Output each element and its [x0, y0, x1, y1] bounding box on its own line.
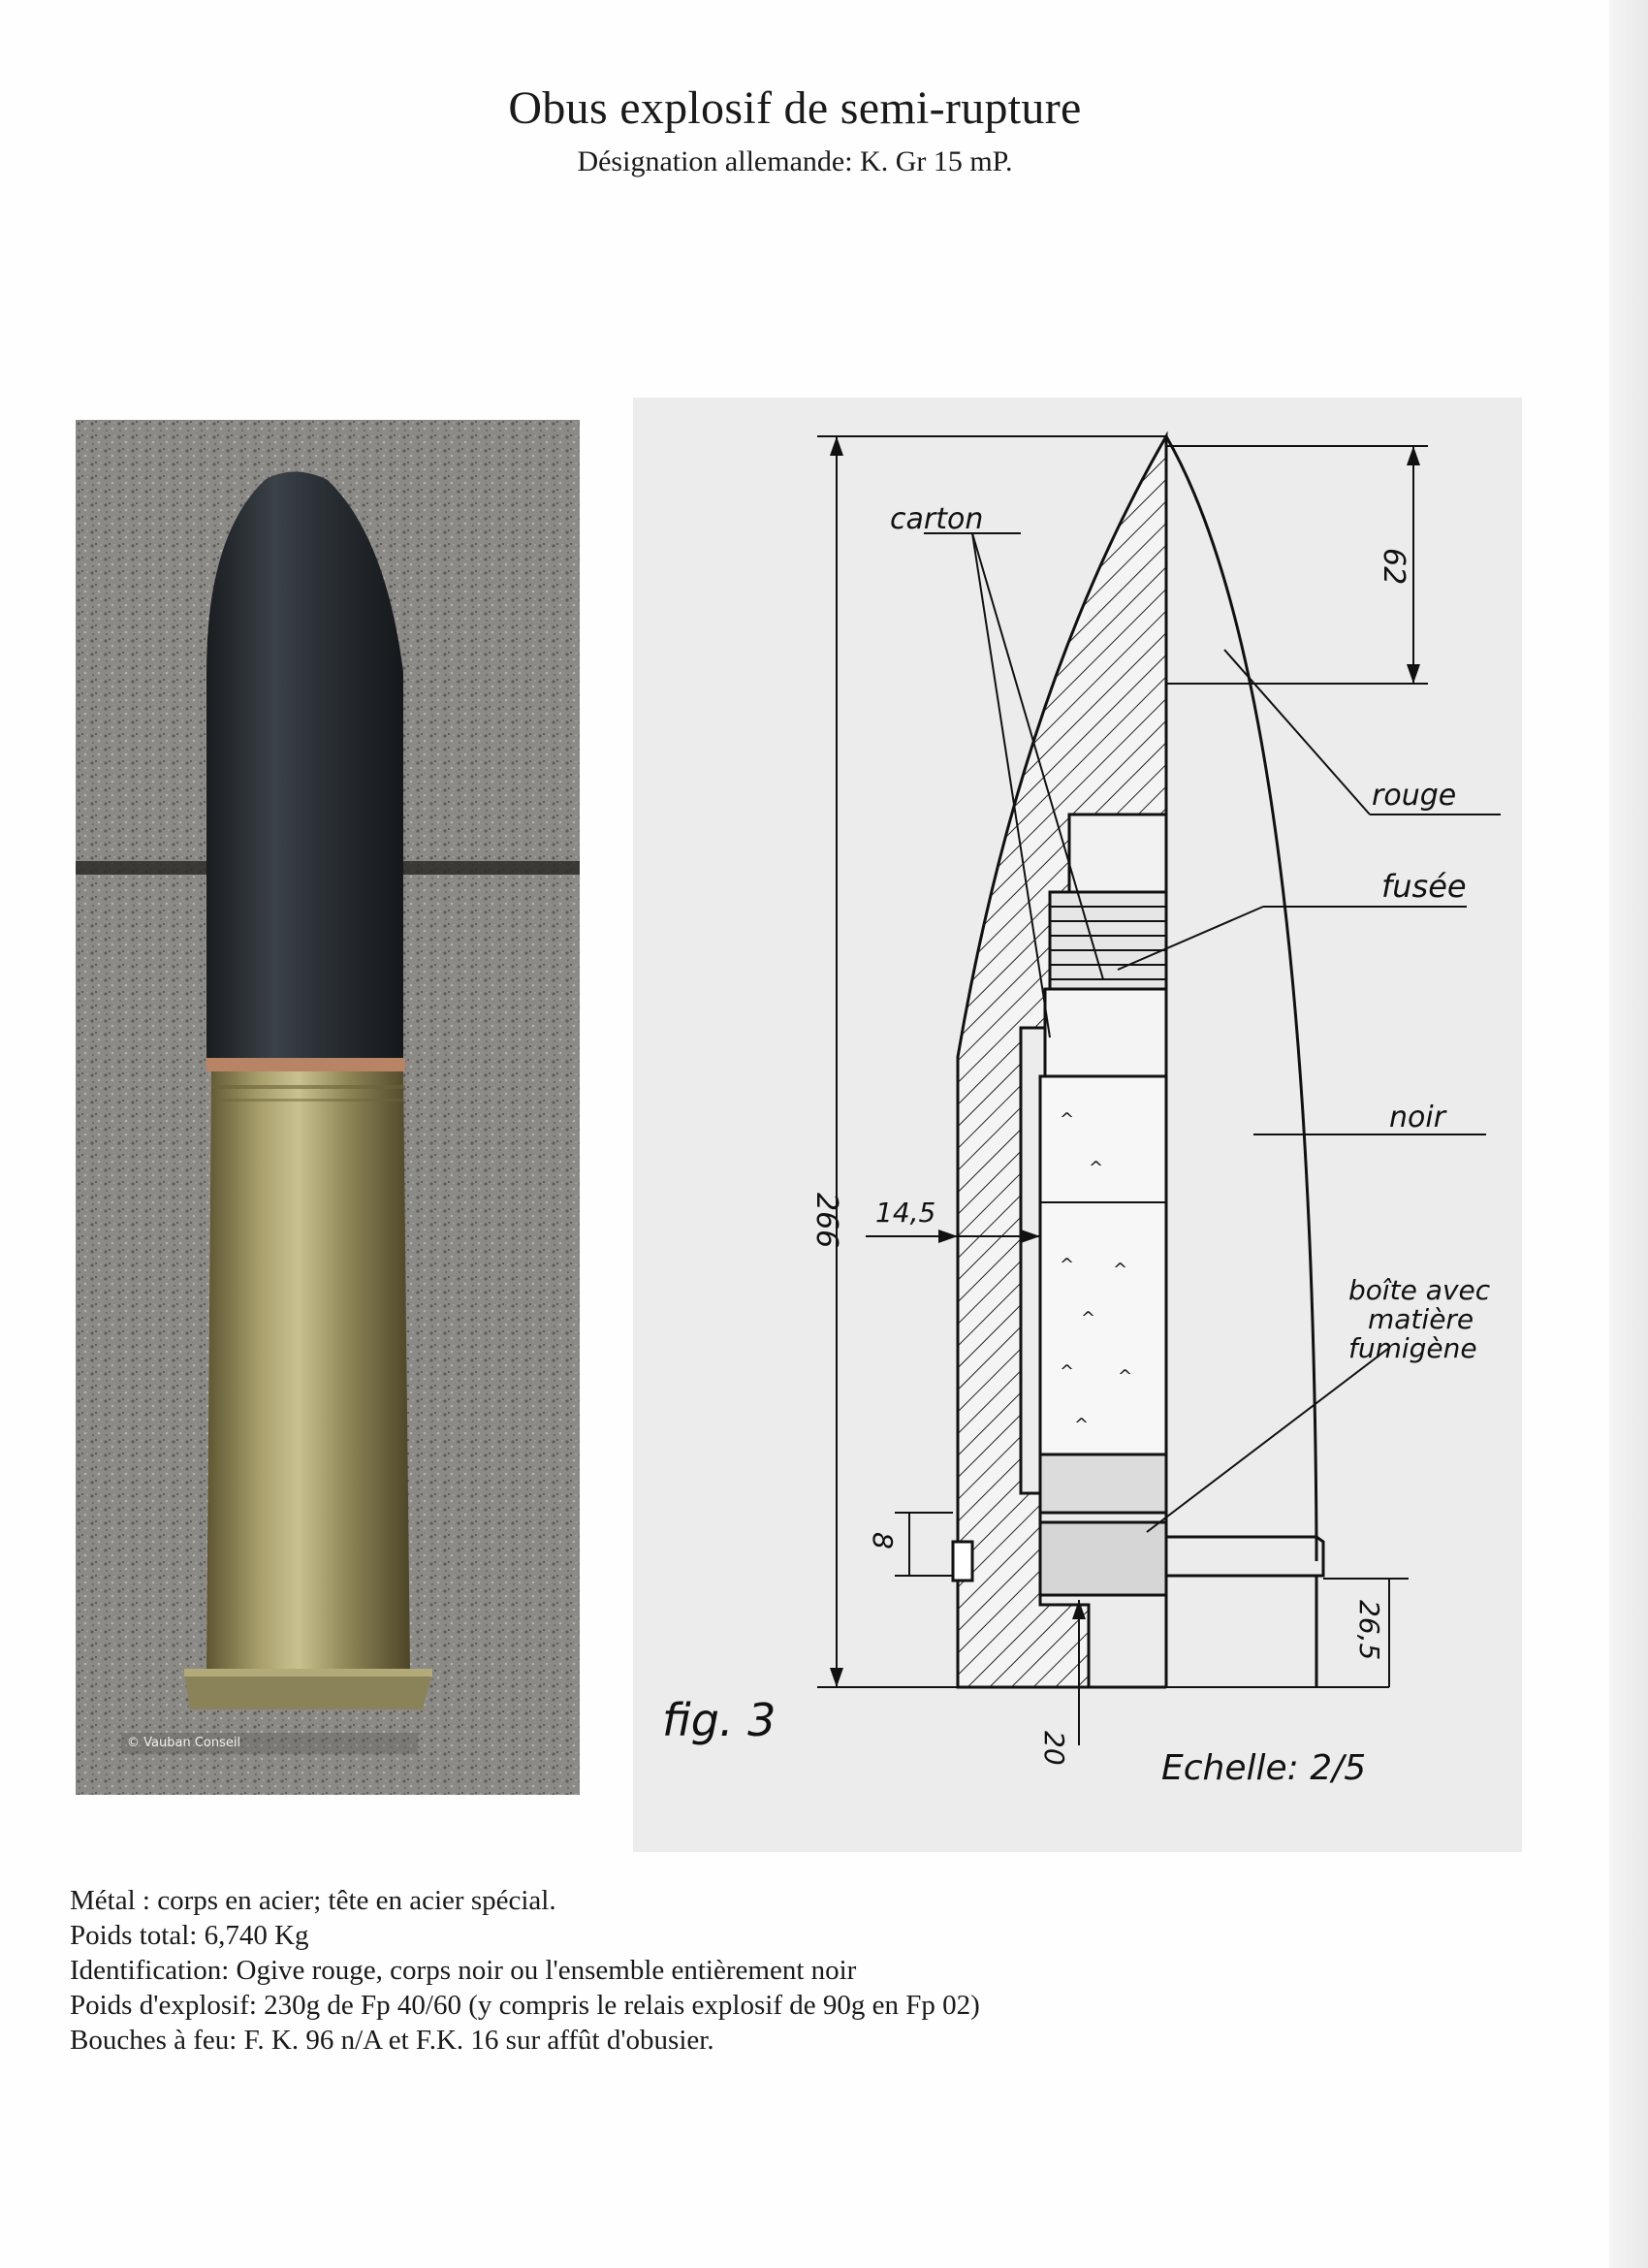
label-fig: fig. 3 [662, 1694, 776, 1746]
page-title: Obus explosif de semi-rupture [508, 82, 1082, 134]
spec-poids-explosif: Poids d'explosif: 230g de Fp 40/60 (y compris le relais explosif de 90g en Fp 02) [70, 1990, 980, 2021]
svg-text:^: ^ [1060, 1255, 1075, 1275]
specifications [70, 1883, 980, 2058]
dim-266: 266 [809, 1193, 843, 1249]
dim-8: 8 [867, 1532, 899, 1549]
fuse-body [1045, 989, 1166, 1076]
fuse-top [1069, 815, 1166, 892]
svg-text:^: ^ [1089, 1158, 1104, 1178]
spec-metal: Métal : corps en acier; tête en acier spécial. [70, 1885, 556, 1916]
svg-text:^: ^ [1118, 1366, 1133, 1387]
label-boite-line2: matière [1368, 1303, 1474, 1335]
photo-watermark: © Vauban Conseil [121, 1733, 418, 1754]
label-noir: noir [1389, 1101, 1446, 1134]
cross-section-svg [633, 398, 1522, 1852]
smoke-box-lower [1040, 1522, 1166, 1595]
cross-section-drawing [633, 398, 1522, 1852]
svg-text:^: ^ [1074, 1415, 1090, 1435]
shell-photo-image [76, 420, 580, 1795]
label-boite-line1: boîte avec [1348, 1274, 1491, 1306]
smoke-box-upper [1040, 1454, 1166, 1513]
spec-poids-total: Poids total: 6,740 Kg [70, 1920, 309, 1951]
page-subtitle: Désignation allemande: K. Gr 15 mP. [577, 145, 1013, 177]
label-rouge: rouge [1372, 779, 1457, 813]
dim-62: 62 [1377, 548, 1410, 586]
spec-identification: Identification: Ogive rouge, corps noir ou l'ensemble entièrement noir [70, 1955, 857, 1986]
label-echelle: Echelle: 2/5 [1161, 1748, 1367, 1788]
label-fusee: fusée [1381, 868, 1467, 905]
spec-bouches-a-feu: Bouches à feu: F. K. 96 n/A et F.K. 16 sur affût d'obusier. [70, 2025, 714, 2056]
shell-photo [76, 420, 580, 1795]
label-carton: carton [890, 502, 984, 536]
svg-text:^: ^ [1081, 1308, 1096, 1328]
explosive-cavity [1040, 1076, 1166, 1513]
svg-text:^: ^ [1113, 1260, 1128, 1280]
label-boite-line3: fumigène [1348, 1332, 1477, 1364]
svg-text:^: ^ [1060, 1361, 1075, 1382]
dim-14-5: 14,5 [875, 1197, 936, 1229]
dim-26-5: 26,5 [1353, 1600, 1385, 1661]
svg-text:^: ^ [1060, 1109, 1075, 1130]
driving-band [1166, 1537, 1323, 1576]
shell-outline-right [1166, 436, 1316, 1561]
page-edge-shadow [1609, 0, 1648, 2268]
dim-20: 20 [1038, 1731, 1070, 1766]
